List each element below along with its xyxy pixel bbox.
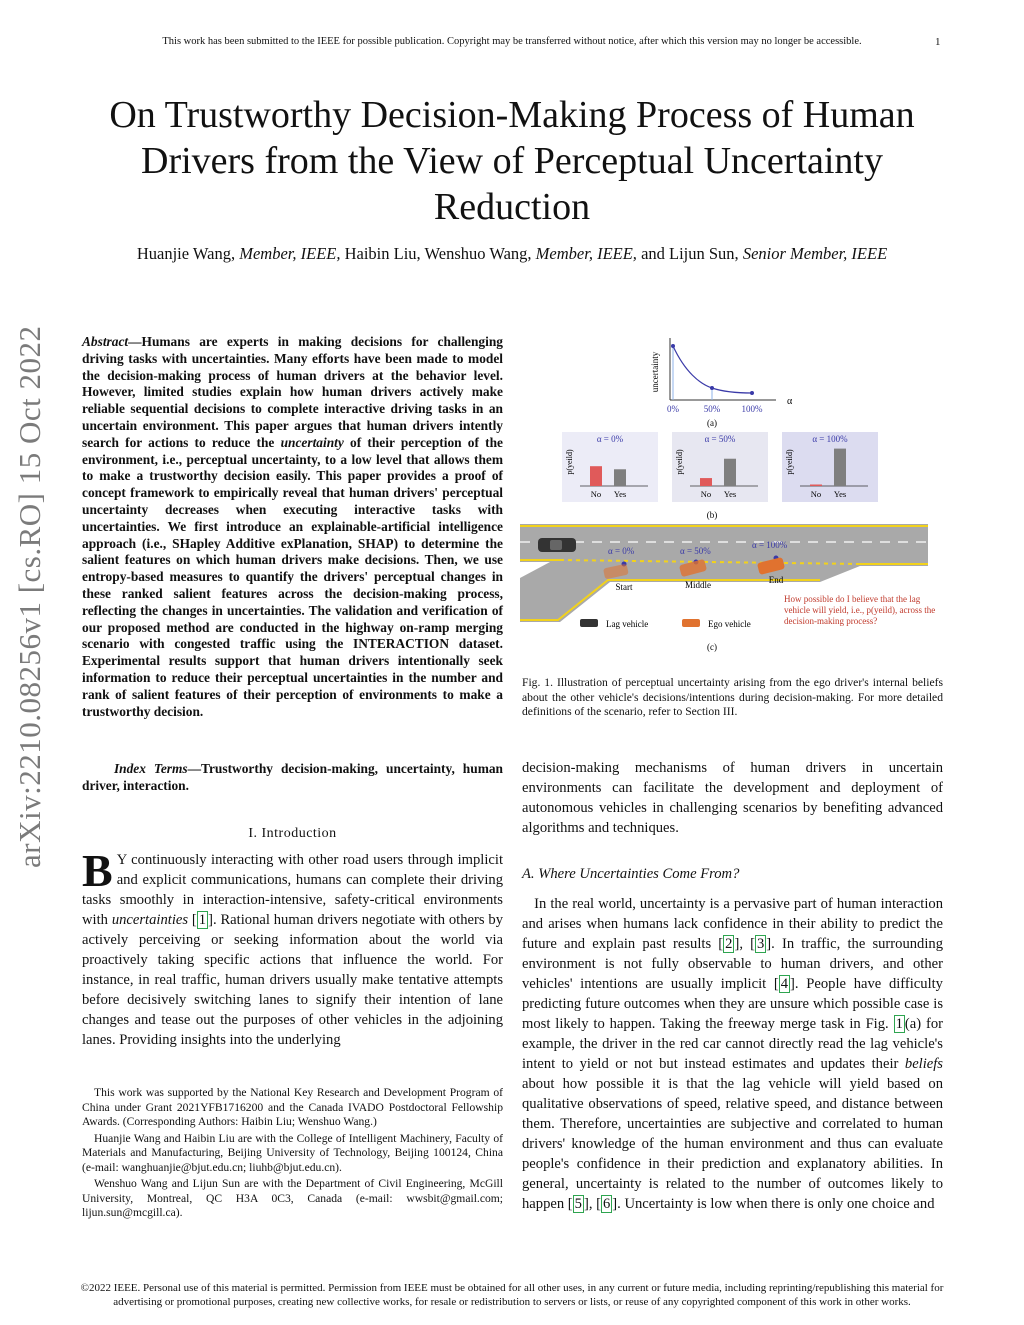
panel-a-curve <box>673 346 752 393</box>
panel-b-alpha-label: α = 100% <box>812 434 848 444</box>
author-3-role: Senior Member, IEEE <box>742 244 888 263</box>
bar-no <box>590 466 602 486</box>
panel-b-label: (b) <box>706 510 718 520</box>
panel-c <box>520 524 944 652</box>
citation-link[interactable]: 6 <box>603 1196 611 1212</box>
footnote: Wenshuo Wang and Lijun Sun are with the Department of Civil Engineering, McGill University, Montreal, QC H3A 0C3, Canada (e-mail: wwsbit@gmail.com; lijun.sun@mcgill.ca). <box>82 1177 503 1219</box>
dropcap: B <box>82 845 113 896</box>
footnote: This work was supported by the National Key Research and Development Program of China under Grant 2021YFB1716200 and the Canada IVADO Postdoctoral Fellowship Awards. (Corresponding Authors: Haibin Liu; Wenshuo Wang.) <box>82 1086 503 1128</box>
body-text: In the real world, uncertainty is a pervasive part of human interaction and arises when humans lack confidence in their ability to predict the future and explain past results <box>522 896 943 952</box>
bar-no-label: No <box>810 489 822 499</box>
right-body: In the real world, uncertainty is a pervasive part of human interaction and arises when humans lack confidence in their ability to predict the future and explain past results [ 2 ], [ 3 ]. In traffic, the surrounding environment is not fully observable to human drivers, and other vehicles' intentions are usually implicit [ 4 ]. People have difficulty predicting future outcomes when they are unsure which possible case is most likely to happen. Taking the freeway merge task in Fig. 1 (a) for example, the driver in the red car cannot directly read the lag vehicle's intent to yield or not but instead estimates and updates their beliefs about how possible it is that the lag vehicle will yield based on qualitative observations of speed, relative speed, and distance between them. Therefore, uncertainties are subjective and correlated to human drivers' knowledge of the human environment and thus can evaluate people's confidence in their prediction and explanatory abilities. In general, uncertainty is related to the number of outcomes likely to happen [ 5 ], [ 6 ]. Uncertainty is low when there is only one choice and <box>522 896 943 1212</box>
panel-a <box>650 338 793 428</box>
author-2: Haibin Liu, Wenshuo Wang, <box>344 244 532 263</box>
panel-a-xlabel: α <box>787 396 793 407</box>
subsection-heading: A. Where Uncertainties Come From? <box>522 866 740 882</box>
body-text: . People have difficulty predicting future outcomes when they are unsure which possible case is most likely to happen. Taking the freeway merge task in Fig. <box>522 976 943 1032</box>
position-start: Start <box>615 582 633 592</box>
position-middle: Middle <box>685 580 711 590</box>
panel-a-point <box>750 391 754 395</box>
body-emph: beliefs <box>904 1056 943 1072</box>
page-number: 1 <box>935 36 941 48</box>
abstract-text-2: of their perception of the environment, i.e., perceptual uncertainty, to a low level that allows them to make a trustworthy decision easily. This paper provides a proof of concept framework to empirically reveal that human drivers' perceptual uncertainty decreases when executing interactive tasks with uncertainties. We first introduce an explainable-artificial intelligence approach (i.e., SHapley Additive exPlanation, SHAP) to determine the salient features on which human drivers make decisions. Then, we use entropy-based measures to quantify the drivers' perceptual changes in these ranked salient features across the decision-making process, reflecting the changes in uncertainties. The validation and verification of our proposed method are conducted in the highway on-ramp merging scenario with congested traffic using the INTERACTION dataset. Experimental results support that human drivers intentionally seek information to reduce their perceptual uncertainties in the number and rank of salient features of their perception of environments to make a trustworthy decision. <box>82 434 503 719</box>
body-text: (a) for example, the driver in the red car cannot directly read the lag vehicle's intent to yield or not but instead estimates and updates their <box>522 1016 943 1072</box>
bar-yes-label: Yes <box>613 489 627 499</box>
panel-b-ylabel: p(yeild) <box>675 449 684 475</box>
legend-ego-label: Ego vehicle <box>708 619 751 629</box>
figure-caption: Fig. 1. Illustration of perceptual uncertainty arising from the ego driver's internal beliefs about the other vehicle's decisions/intentions during decision-making. For more detailed definitions of the scenario, refer to Section III. <box>522 676 943 718</box>
intro-emph: uncertainties <box>111 912 189 928</box>
figure-1 <box>520 332 945 668</box>
alpha-label-end: α = 100% <box>752 540 788 550</box>
body-text: . Uncertainty is low when there is only one choice and <box>617 1196 935 1212</box>
panel-b-alpha-label: α = 50% <box>704 434 736 444</box>
index-terms-text: —Trustworthy decision-making, uncertainty, human driver, interaction. <box>82 761 503 793</box>
panel-a-ylabel: uncertainty <box>650 351 660 393</box>
legend-lag-swatch <box>580 619 598 627</box>
citation-link[interactable]: 5 <box>574 1196 582 1212</box>
footnotes <box>82 1086 503 1223</box>
abstract-emph: uncertainty <box>280 434 344 450</box>
position-end: End <box>768 575 784 585</box>
index-terms-label: Index Terms <box>113 761 188 776</box>
author-1-role: Member, IEEE, <box>239 244 341 263</box>
panel-b <box>562 432 878 520</box>
panel-a-point <box>671 344 675 348</box>
panel-a-tick: 100% <box>741 404 763 414</box>
index-terms <box>82 761 503 795</box>
question-box <box>784 594 944 646</box>
introduction: B Y continuously interacting with other road users through implicit and explicit communications, humans can complete their driving tasks smoothly in interaction-intensive, safety-critical environments with uncertainties [ 1 ]. Rational human drivers negotiate with others by actively perceiving or seeking information about the world via proactively taking specific actions that influence the world. For instance, in real traffic, human drivers usually make tentative attempts before decisively switching lanes to signify their intention of lane changes and tease out the purposes of other vehicles in the adjoining lanes. Providing insights into the underlying <box>82 845 504 1048</box>
author-3: and Lijun Sun, <box>641 244 739 263</box>
author-line <box>60 244 964 264</box>
alpha-label-start: α = 0% <box>608 546 635 556</box>
panel-c-label: (c) <box>707 642 717 652</box>
abstract-label: Abstract <box>82 334 129 349</box>
footnote: Huanjie Wang and Haibin Liu are with the College of Intelligent Machinery, Faculty of Materials and Manufacturing, Beijing University of Technology, Beijing 100124, China (e-mail: wanghuanjie@bjut.edu.cn; liuhb@bjut.edu.cn). <box>82 1131 503 1174</box>
abstract <box>82 334 503 720</box>
bar-no <box>810 485 822 487</box>
right-intro: decision-making mechanisms of human drivers in uncertain environments can facilitate the development and deployment of autonomous vehicles in challenging scenarios by benefiting advanced algorithms and techniques. <box>522 760 943 836</box>
author-1: Huanjie Wang, <box>136 244 236 263</box>
intro-text-2: . Rational human drivers negotiate with others by actively perceiving or seeking information about the world via proactively taking specific actions that influence the world. For instance, in real traffic, human drivers usually make tentative attempts before decisively switching lanes to signify their intention of lane changes and tease out the purposes of other vehicles in the adjoining lanes. Providing insights into the underlying <box>82 912 504 1048</box>
citation-link[interactable]: 2 <box>725 936 733 952</box>
body-text: . In traffic, the surrounding environment is not fully observable to human drivers, and other vehicles' intentions are usually implicit <box>522 936 943 992</box>
header-note: This work has been submitted to the IEEE for possible publication. Copyright may be transferred without notice, after which this version may no longer be accessible. <box>162 36 862 47</box>
legend-ego-swatch <box>682 619 700 627</box>
alpha-label-middle: α = 50% <box>680 546 711 556</box>
panel-a-label: (a) <box>707 418 717 428</box>
question-text: How possible do I believe that the lag vehicle will yield, i.e., p(yeild), across the decision-making process? <box>784 594 936 626</box>
arxiv-stamp: arXiv:2210.08256v1 [cs.RO] 15 Oct 2022 <box>12 325 47 868</box>
bar-yes-label: Yes <box>723 489 737 499</box>
legend <box>580 619 751 629</box>
bar-no-label: No <box>700 489 712 499</box>
author-2-role: Member, IEEE, <box>535 244 637 263</box>
bar-yes-label: Yes <box>833 489 847 499</box>
legend-lag-label: Lag vehicle <box>606 619 649 629</box>
paper-title: On Trustworthy Decision-Making Process of Human Drivers from the View of Perceptual Uncertainty Reduction <box>109 94 915 228</box>
citation-link[interactable]: 1 <box>198 912 207 928</box>
bar-yes <box>834 449 846 486</box>
body-text: about how possible it is that the lag vehicle will yield based on qualitative observations of speed, relative speed, and distance between them. Therefore, uncertainties are subjective and correlated to human drivers' knowledge of the human environment and thus can evaluate people's confidence in their prediction and explanatory abilities. In general, uncertainty is related to the number of outcomes likely to happen <box>522 1076 943 1212</box>
panel-a-tick: 0% <box>667 404 679 414</box>
abstract-text-1: —Humans are experts in making decisions for challenging driving tasks with uncertainties. Many efforts have been made to model the decision-making process of human drivers at the behavior level. However, limited studies explain how human drivers actively make reliable sequential decisions to complete interactive driving tasks in an uncertain environment. This paper argues that human drivers intently search for actions to reduce the <box>82 334 503 450</box>
panel-b-alpha-label: α = 0% <box>596 434 624 444</box>
bar-no-label: No <box>590 489 602 499</box>
section-heading: I. Introduction <box>248 826 337 841</box>
lag-vehicle <box>538 538 576 552</box>
panel-a-tick: 50% <box>703 404 721 414</box>
intro-text-1: Y continuously interacting with other road users through implicit and explicit communications, humans can complete their driving tasks smoothly in interaction-intensive, safety-critical environments with <box>82 852 503 928</box>
citation-link[interactable]: 4 <box>780 976 789 992</box>
bar-no <box>700 478 712 486</box>
copyright-notice: ©2022 IEEE. Personal use of this material is permitted. Permission from IEEE must be obtained for all other uses, in any current or future media, including reprinting/republishing this material for advertising or promotional purposes, creating new collective works, for resale or redistribution to servers or lists, or reuse of any copyrighted component of this work in other works. <box>80 1282 944 1308</box>
panel-b-ylabel: p(yeild) <box>785 449 794 475</box>
figure-link[interactable]: 1 <box>895 1016 903 1032</box>
panel-b-ylabel: p(yeild) <box>565 449 574 475</box>
panel-a-point <box>710 386 714 390</box>
citation-link[interactable]: 3 <box>756 936 765 952</box>
bar-yes <box>614 469 626 486</box>
bar-yes <box>724 459 736 486</box>
